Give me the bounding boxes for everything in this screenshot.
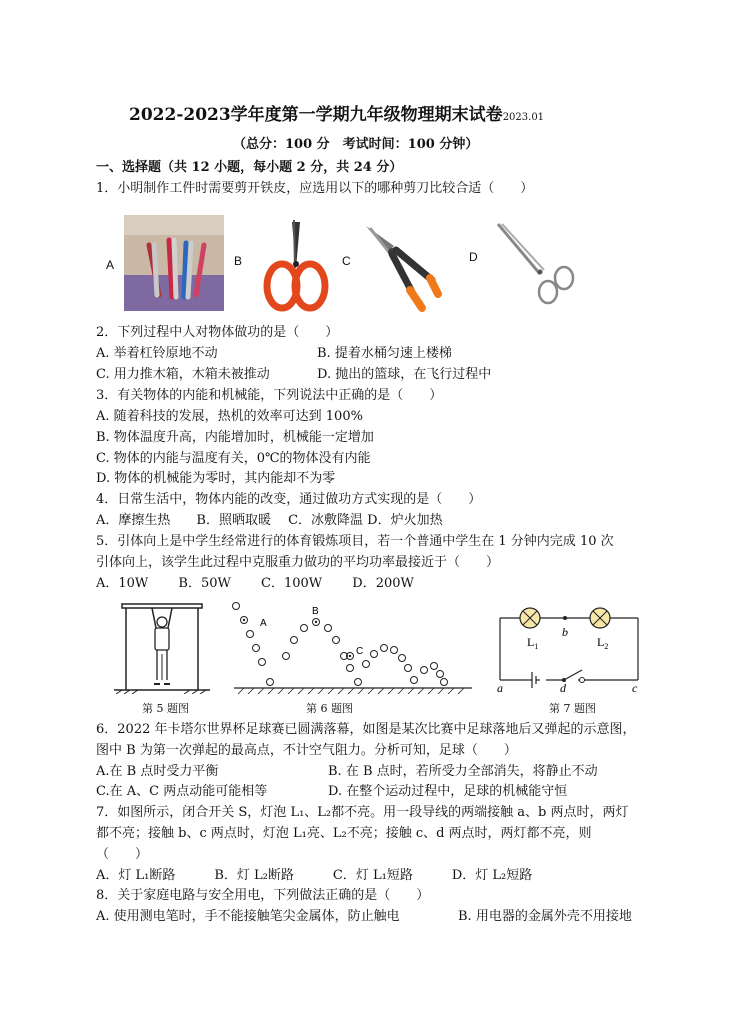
q1-label-d: D <box>469 250 478 264</box>
q5-stem-line2: 引体向上，该学生此过程中克服重力做功的平均功率最接近于（ ） <box>96 555 500 570</box>
scissors-d-image <box>492 220 578 308</box>
fig6-label-a: A <box>260 618 267 629</box>
q8-option-b: B. 用电器的金属外壳不用接地 <box>458 909 632 924</box>
q3-option-c: C. 物体的内能与温度有关，0℃的物体没有内能 <box>96 451 371 466</box>
q6-stem-line2: 图中 B 为第一次弹起的最高点，不计空气阻力。分析可知，足球（ ） <box>96 743 517 758</box>
q5-stem-line1: 5．引体向上是中学生经常进行的体育锻炼项目，若一个普通中学生在 1 分钟内完成 10 次 <box>96 534 614 549</box>
q6-stem-line1: 6．2022 年卡塔尔世界杯足球赛已圆满落幕，如图是某次比赛中足球落地后又弹起的示意图， <box>96 722 636 737</box>
q2-stem: 2．下列过程中人对物体做功的是（ ） <box>96 325 339 340</box>
section-heading: 一、选择题（共 12 小题，每小题 2 分，共 24 分） <box>96 160 403 175</box>
fig7-label-d: d <box>560 681 566 695</box>
q1-label-c: C <box>342 254 351 268</box>
q5-options: A．10W B．50W C．100W D．200W <box>96 576 414 591</box>
q2-option-c: C. 用力推木箱，木箱未被推动 <box>96 367 270 382</box>
q4-stem: 4．日常生活中，物体内能的改变，通过做功方式实现的是（ ） <box>96 492 482 507</box>
q2-option-b: B. 提着水桶匀速上楼梯 <box>317 346 452 361</box>
q6-option-a: A.在 B 点时受力平衡 <box>96 764 219 779</box>
q1-label-b: B <box>234 254 243 268</box>
fig6-label-c: C <box>356 646 364 657</box>
q3-option-a: A. 随着科技的发展，热机的效率可达到 100% <box>96 409 363 424</box>
q7-options: A．灯 L₁断路 B．灯 L₂断路 C．灯 L₁短路 D．灯 L₂短路 <box>96 868 533 883</box>
fig5-pullup-diagram <box>114 598 214 694</box>
q7-stem-line1: 7．如图所示，闭合开关 S，灯泡 L₁、L₂都不亮。用一段导线的两端接触 a、b 两点时，两灯 <box>96 805 629 820</box>
q8-stem: 8．关于家庭电路与安全用电，下列做法正确的是（ ） <box>96 888 430 903</box>
fig6-label-b: B <box>312 606 319 617</box>
q3-stem: 3．有关物体的内能和机械能，下列说法中正确的是（ ） <box>96 388 443 403</box>
fig7-label-c: c <box>632 681 638 695</box>
fig6-caption: 第 6 题图 <box>306 702 353 715</box>
q6-option-b: B. 在 B 点时，若所受力全部消失，将静止不动 <box>328 764 598 779</box>
fig7-label-l1: $L_1$ <box>527 635 539 651</box>
q7-stem-line3: （ ） <box>96 847 149 862</box>
fig5-caption: 第 5 题图 <box>142 702 189 715</box>
fig7-label-l2: $L_2$ <box>597 635 609 651</box>
fig7-circuit-diagram <box>494 600 644 696</box>
q2-option-a: A. 举着杠铃原地不动 <box>96 346 218 361</box>
q1-stem: 1．小明制作工件时需要剪开铁皮，应选用以下的哪种剪刀比较合适（ ） <box>96 181 534 196</box>
q4-options: A．摩擦生热 B．照晒取暖 C．冰敷降温 D．炉火加热 <box>96 513 443 528</box>
exam-date: 2023.01 <box>502 112 545 123</box>
q8-option-a: A. 使用测电笔时，手不能接触笔尖金属体，防止触电 <box>96 909 400 924</box>
fig7-caption: 第 7 题图 <box>549 702 596 715</box>
q1-label-a: A <box>106 258 115 272</box>
scissors-c-image <box>362 222 442 314</box>
exam-title <box>129 107 544 126</box>
scissors-b-image <box>258 218 338 313</box>
q3-option-d: D. 物体的机械能为零时，其内能却不为零 <box>96 471 336 486</box>
q6-option-d: D. 在整个运动过程中，足球的机械能守恒 <box>328 784 568 799</box>
title-text: 2022-2023学年度第一学期九年级物理期末试卷 <box>129 105 503 125</box>
q7-stem-line2: 都不亮；接触 b、c 两点时，灯泡 L₁亮、L₂不亮；接触 c、d 两点时，两灯都不亮，则 <box>96 826 592 841</box>
q6-option-c: C.在 A、C 两点动能可能相等 <box>96 784 268 799</box>
scissors-a-image <box>124 215 224 311</box>
exam-subtitle: （总分：100 分 考试时间：100 分钟） <box>233 137 479 152</box>
fig7-label-a: a <box>497 681 503 695</box>
fig6-ball-trajectory-diagram <box>228 598 478 694</box>
fig7-label-b: b <box>562 625 568 639</box>
q3-option-b: B. 物体温度升高，内能增加时，机械能一定增加 <box>96 430 374 445</box>
q2-option-d: D. 抛出的篮球，在飞行过程中 <box>317 367 492 382</box>
